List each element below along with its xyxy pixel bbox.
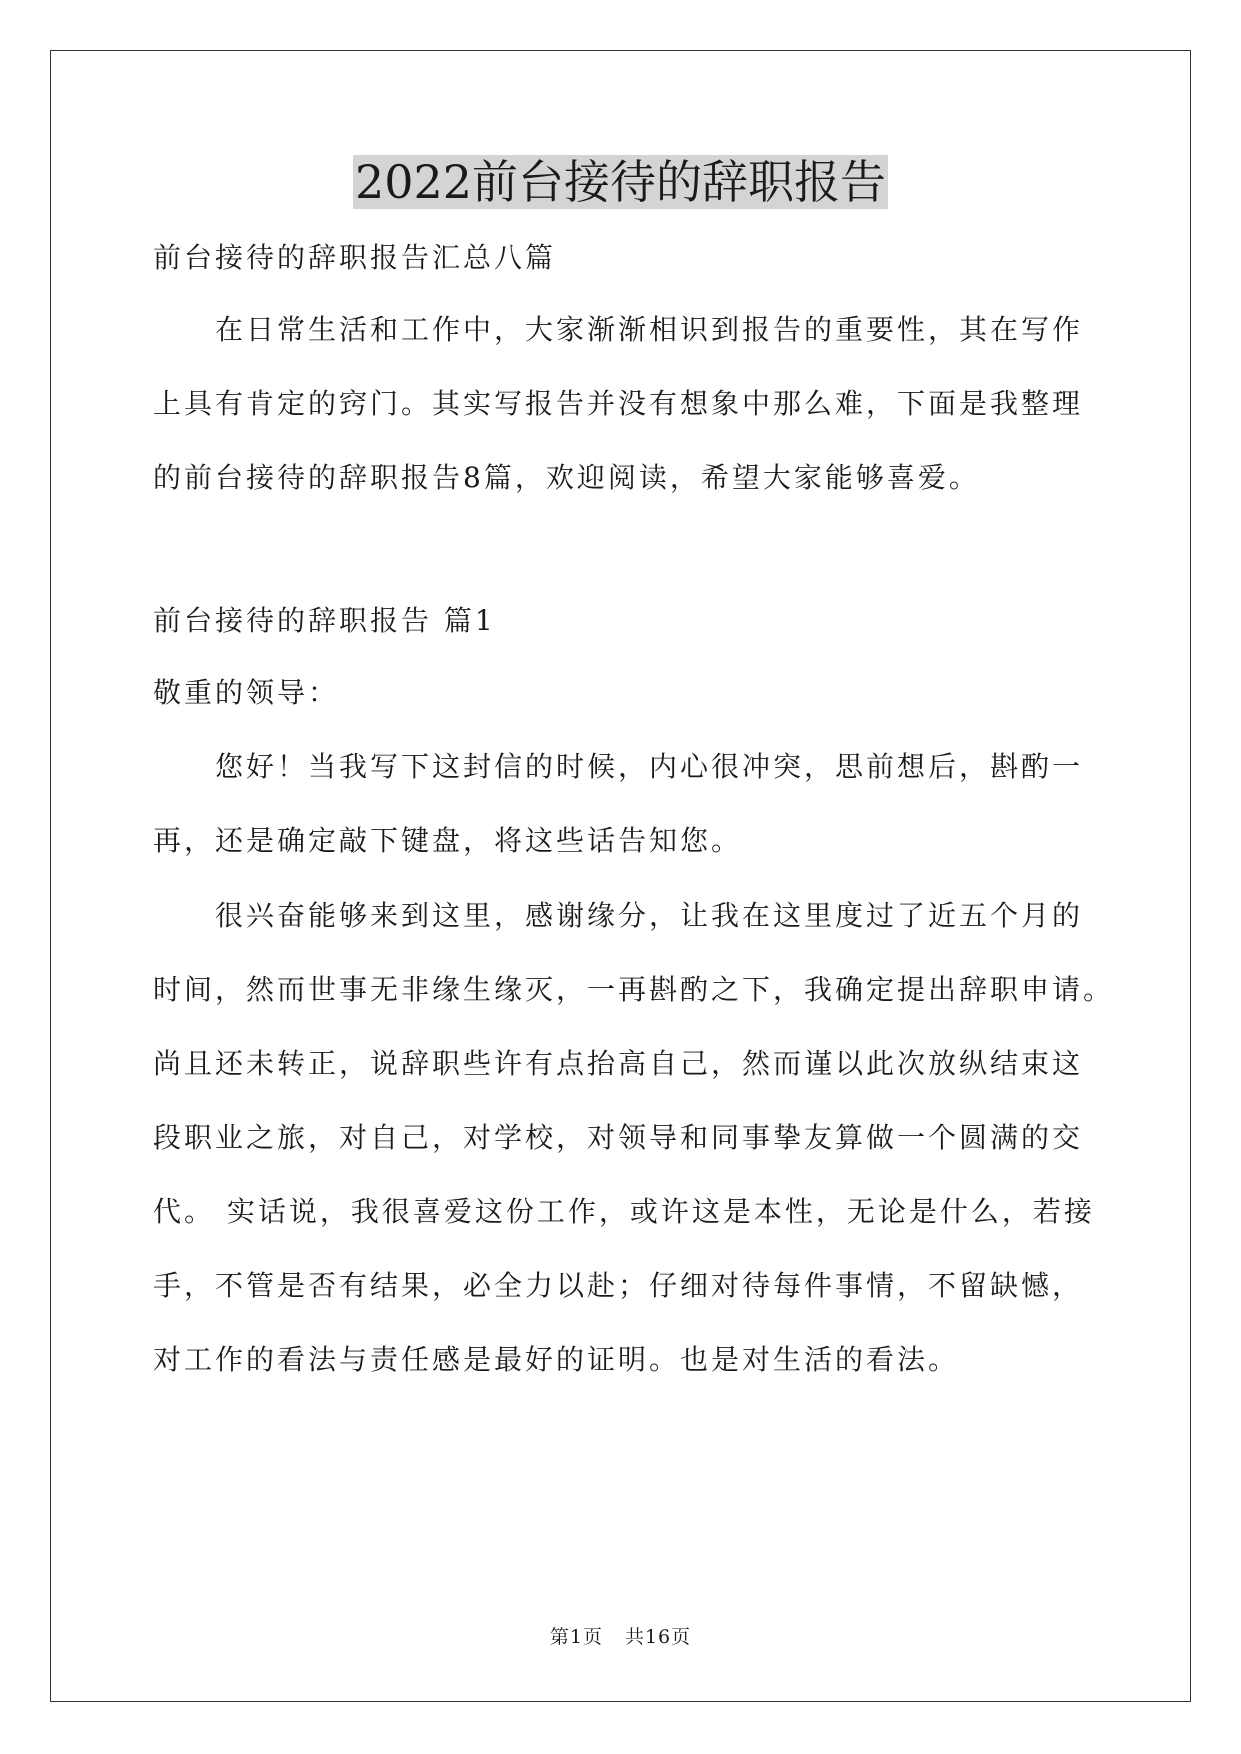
salutation: 敬重的领导： (153, 676, 340, 709)
intro-line: 上具有肯定的窍门。其实写报告并没有想象中那么难，下面是我整理 (153, 387, 1084, 420)
page-number: 第1页 (549, 1626, 603, 1648)
page-total: 共16页 (624, 1626, 692, 1648)
document-subtitle: 前台接待的辞职报告汇总八篇 (153, 241, 557, 274)
document-title-text: 2022前台接待的辞职报告 (354, 155, 887, 209)
page-border (50, 50, 1191, 1702)
body-line: 再，还是确定敲下键盘，将这些话告知您。 (153, 824, 743, 857)
body-line: 代。 实话说，我很喜爱这份工作，或许这是本性，无论是什么，若接 (153, 1195, 1095, 1228)
intro-line: 的前台接待的辞职报告8篇，欢迎阅读，希望大家能够喜爱。 (153, 461, 980, 494)
document-title (0, 152, 1241, 212)
page-footer (0, 1625, 1241, 1649)
body-line: 很兴奋能够来到这里，感谢缘分，让我在这里度过了近五个月的 (215, 899, 1084, 932)
body-line: 手，不管是否有结果，必全力以赴；仔细对待每件事情，不留缺憾， (153, 1269, 1084, 1302)
body-line: 段职业之旅，对自己，对学校，对领导和同事挚友算做一个圆满的交 (153, 1121, 1084, 1154)
body-line: 时间，然而世事无非缘生缘灭，一再斟酌之下，我确定提出辞职申请。 (153, 973, 1115, 1006)
body-line: 对工作的看法与责任感是最好的证明。也是对生活的看法。 (153, 1343, 960, 1376)
body-line: 您好！当我写下这封信的时候，内心很冲突，思前想后，斟酌一 (215, 750, 1084, 783)
body-line: 尚且还未转正，说辞职些许有点抬高自己，然而谨以此次放纵结束这 (153, 1047, 1084, 1080)
section-heading: 前台接待的辞职报告 篇1 (153, 604, 496, 637)
intro-line: 在日常生活和工作中，大家渐渐相识到报告的重要性，其在写作 (215, 313, 1084, 346)
